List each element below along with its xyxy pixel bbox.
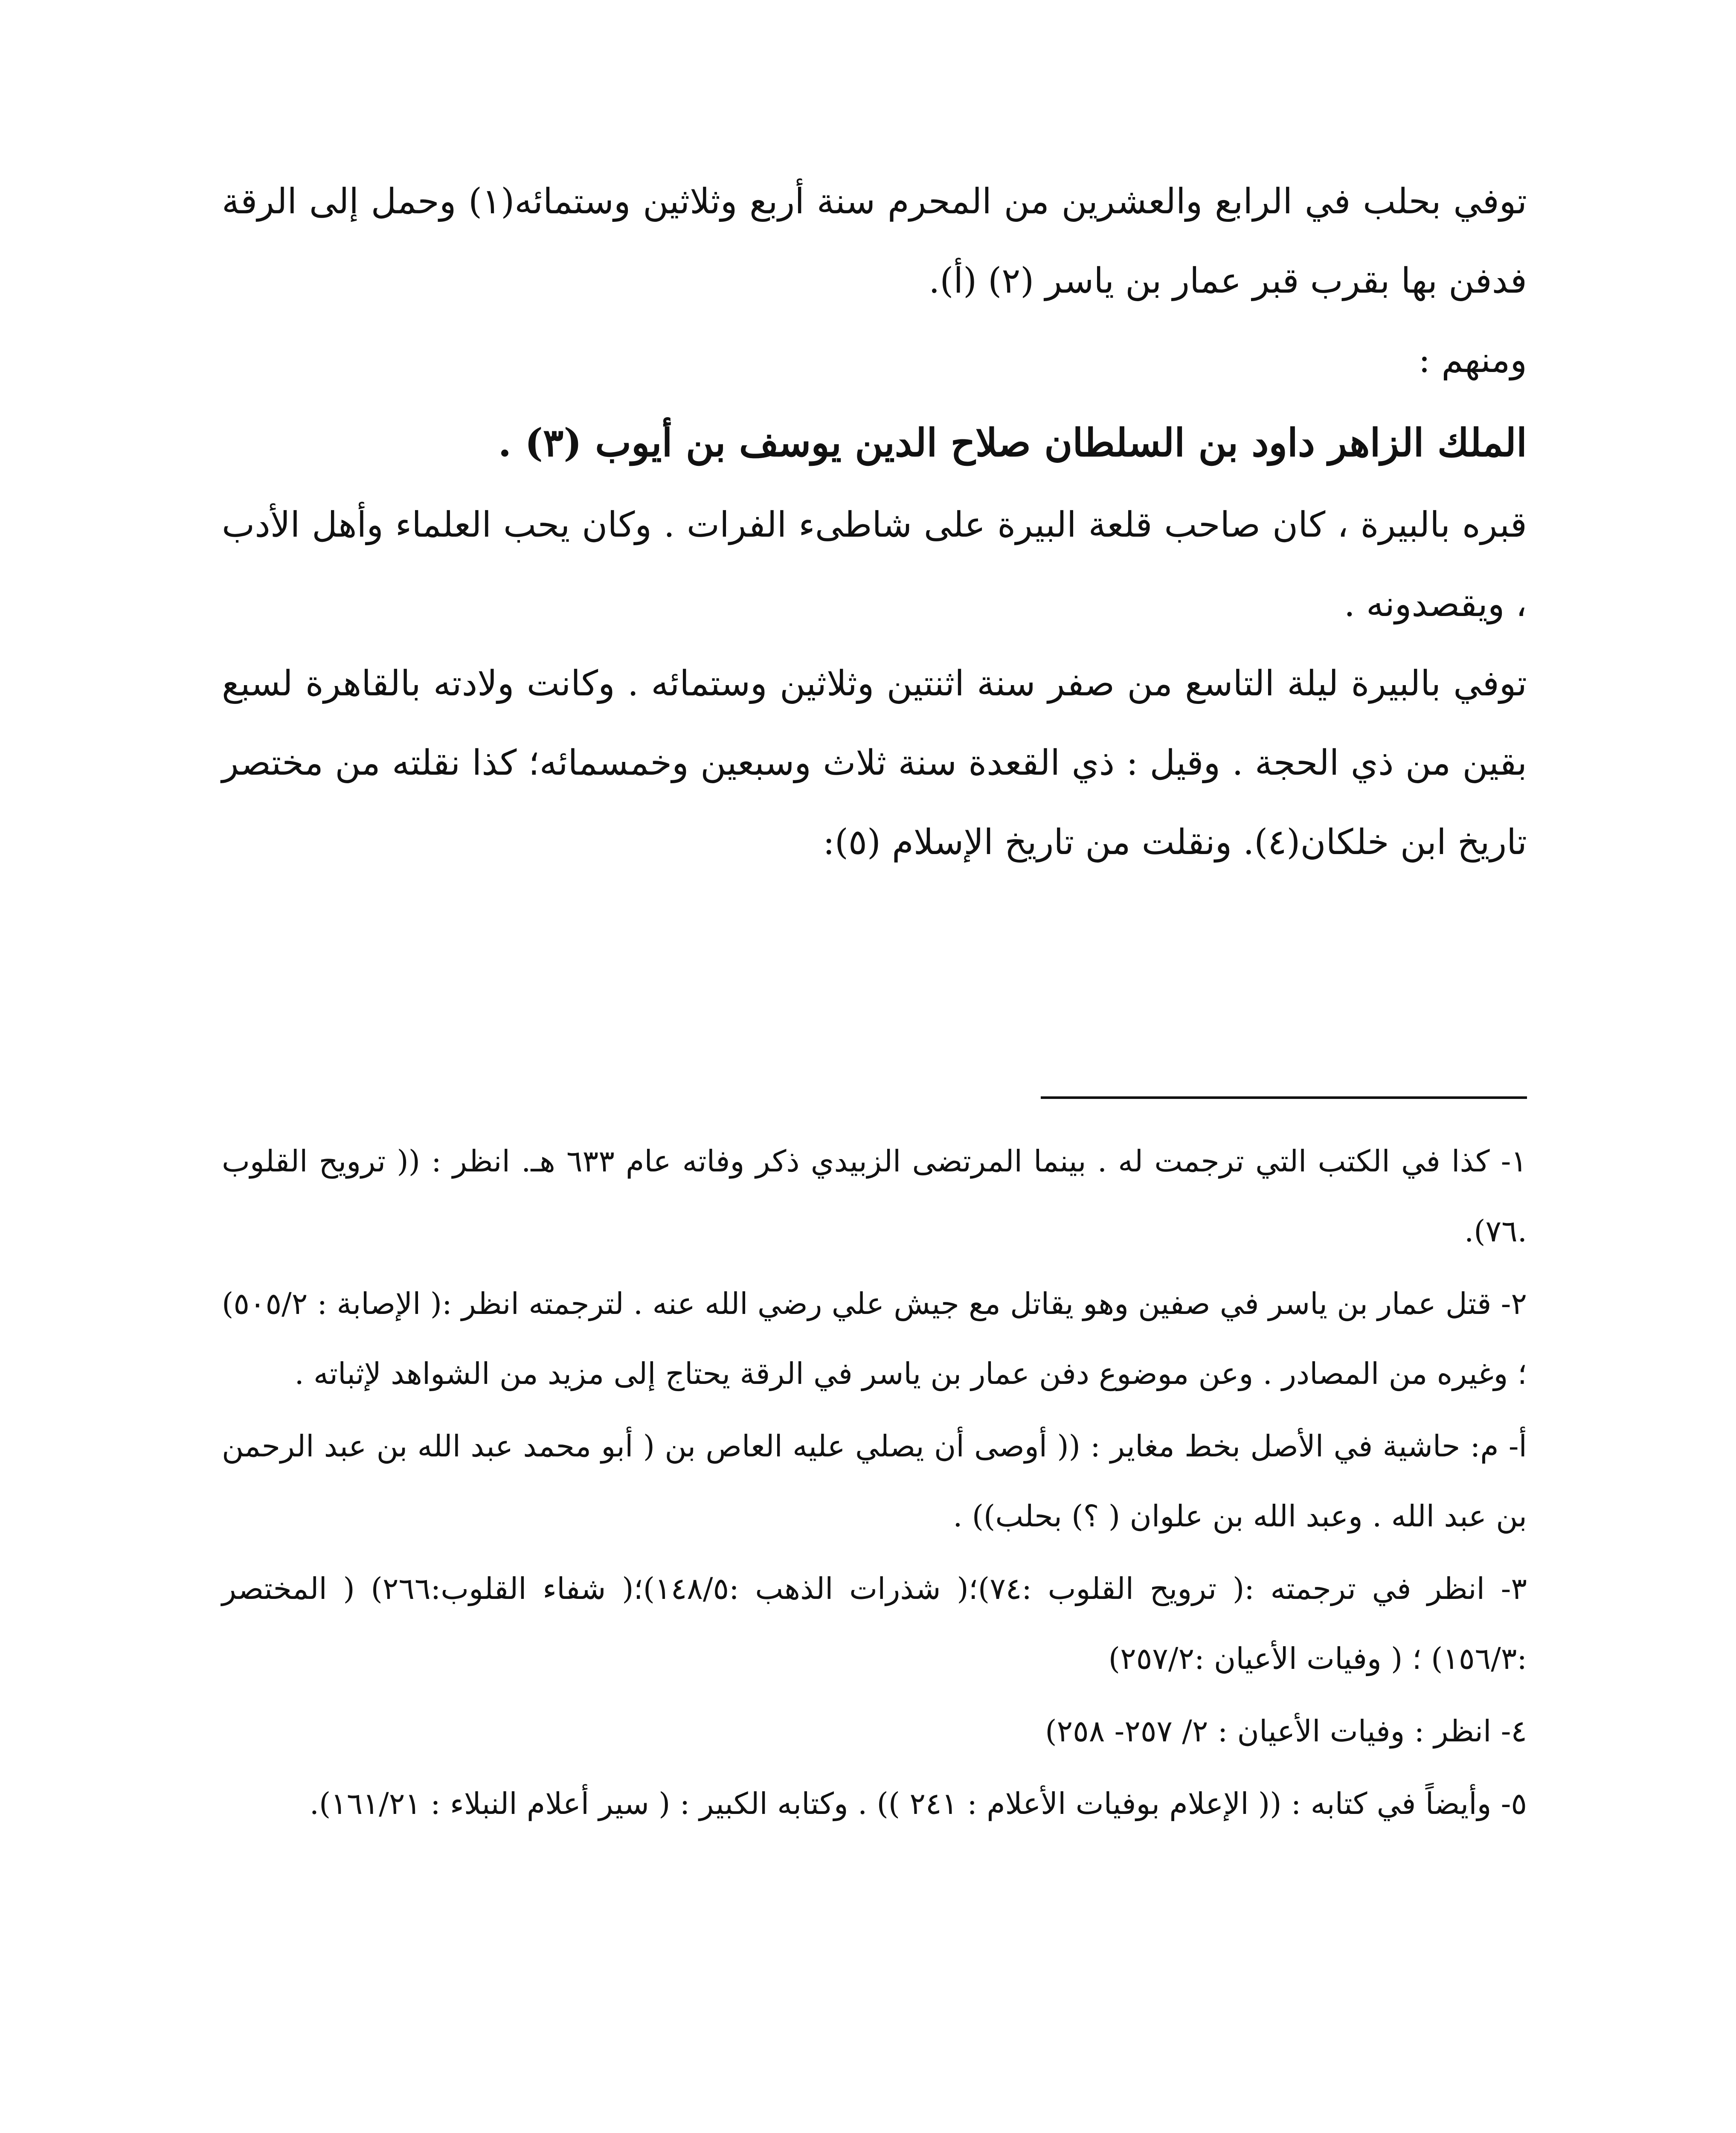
paragraph-death-bira: توفي بالبيرة ليلة التاسع من صفر سنة اثنتين وثلاثين وستمائه . وكانت ولادته بالقاهرة لسبع بقين من ذي الحجة . وقيل : ذي القعدة سنة ثلاث وسبعين وخمسمائه؛ كذا نقلته من مختصر تاريخ ابن خلكان(٤). ونقلت من تاريخ الإسلام (٥): bbox=[222, 663, 1527, 863]
footnote-separator bbox=[1041, 1096, 1527, 1099]
section-heading: الملك الزاهر داود بن السلطان صلاح الدين يوسف بن أيوب (٣) . bbox=[498, 420, 1527, 465]
footnote-a: أ- م: حاشية في الأصل بخط مغاير : (( أوصى أن يصلي عليه العاص بن ( أبو محمد عبد الله بن عبد الرحمن بن عبد الله . وعبد الله بن علوان ( ؟) بحلب)) . bbox=[222, 1429, 1527, 1534]
footnotes bbox=[222, 1126, 1527, 1841]
footnote-5: ٥- وأيضاً في كتابه : (( الإعلام بوفيات الأعلام : ٢٤١ )) . وكتابه الكبير : ( سير أعلام النبلاء : ١٦١/٢١). bbox=[309, 1786, 1527, 1821]
paragraph-death-aleppo: توفي بحلب في الرابع والعشرين من المحرم سنة أربع وثلاثين وستمائه(١) وحمل إلى الرقة فدفن بها بقرب قبر عمار بن ياسر (٢) (أ). bbox=[222, 181, 1527, 301]
footnote-4: ٤- انظر : وفيات الأعيان : ٢/ ٢٥٧- ٢٥٨) bbox=[1045, 1714, 1527, 1749]
paragraph-among-them: ومنهم : bbox=[1418, 340, 1527, 381]
main-text bbox=[222, 162, 1527, 882]
paragraph-grave-bira: قبره بالبيرة ، كان صاحب قلعة البيرة على شاطىء الفرات . وكان يحب العلماء وأهل الأدب ، ويقصدونه . bbox=[222, 505, 1527, 625]
footnote-3: ٣- انظر في ترجمته :( ترويح القلوب :٧٤)؛( شذرات الذهب :١٤٨/٥)؛( شفاء القلوب:٢٦٦) ( المختصر :١٥٦/٣) ؛ ( وفيات الأعيان :٢٥٧/٢) bbox=[222, 1571, 1527, 1676]
footnote-1: ١- كذا في الكتب التي ترجمت له . بينما المرتضى الزبيدي ذكر وفاته عام ٦٣٣ هـ. انظر : (( ترويح القلوب .٧٦). bbox=[222, 1144, 1527, 1249]
footnote-2: ٢- قتل عمار بن ياسر في صفين وهو يقاتل مع جيش علي رضي الله عنه . لترجمته انظر :( الإصابة : ٥٠٥/٢) ؛ وغيره من المصادر . وعن موضوع دفن عمار بن ياسر في الرقة يحتاج إلى مزيد من الشواهد لإثباته . bbox=[222, 1286, 1527, 1391]
